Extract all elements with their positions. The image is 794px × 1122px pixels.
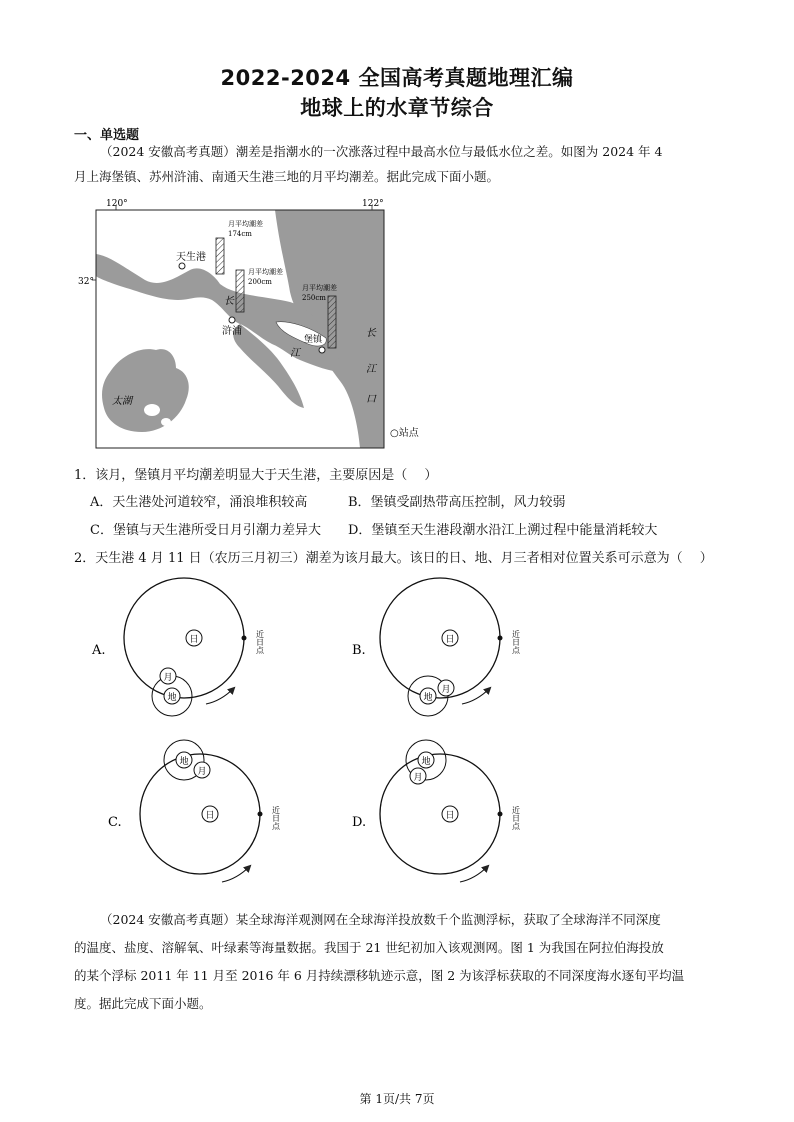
moon-d: 月 — [413, 773, 423, 783]
page-title: 2022-2024 全国高考真题地理汇编 — [220, 66, 574, 90]
q1-option-b: B．堡镇受副热带高压控制，风力较弱 — [348, 495, 566, 510]
tide-bar-baozhen — [328, 296, 336, 348]
lake-label: 太湖 — [112, 396, 132, 407]
river-label-1: 长 — [224, 296, 234, 307]
river-label-2: 江 — [290, 348, 300, 359]
intro2-line4: 度。据此完成下面小题。 — [74, 996, 212, 1011]
station-label-baozhen: 堡镇 — [304, 335, 323, 345]
river-mouth-label-3: 口 — [366, 394, 376, 405]
station-marker-tianshenggang — [179, 263, 185, 269]
bar-label-b1: 月平均潮差 — [248, 268, 283, 276]
perihelion-a: 近日点 — [255, 630, 265, 654]
moon-c: 月 — [197, 767, 207, 777]
perihelion-b: 近日点 — [511, 630, 521, 654]
moon-b: 月 — [441, 685, 451, 695]
diagram-c — [140, 740, 281, 882]
bar-label-c2: 250cm — [302, 294, 326, 302]
q1-option-a: A．天生港处河道较窄，涌浪堆积较高 — [90, 495, 308, 510]
option-label-d: D. — [352, 815, 367, 830]
diagram-b — [380, 578, 521, 716]
station-label-xupu: 浒浦 — [222, 326, 242, 337]
river-mouth-label-1: 长 — [366, 328, 376, 339]
intro2-line2: 的温度、盐度、溶解氧、叶绿素等海量数据。我国于 21 世纪初加入该观测网。图 1 为我国在阿拉伯海投放 — [74, 940, 664, 955]
sun-b: 日 — [445, 635, 455, 645]
page-footer: 第 1页/共 7页 — [359, 1092, 435, 1106]
tide-bar-xupu — [236, 270, 244, 312]
sun-a: 日 — [189, 635, 199, 645]
section-heading: 一、单选题 — [74, 128, 140, 143]
bar-label-c1: 月平均潮差 — [302, 284, 337, 292]
option-label-c: C. — [108, 815, 122, 830]
bar-label-b2: 200cm — [248, 278, 272, 286]
q1-option-d: D．堡镇至天生港段潮水沿江上溯过程中能量消耗较大 — [348, 523, 658, 538]
orbit-diagrams — [84, 578, 544, 896]
lon-right-label: 122° — [362, 199, 384, 209]
earth-c: 地 — [179, 757, 189, 767]
sun-d: 日 — [445, 811, 455, 821]
tide-bar-tianshenggang — [216, 238, 224, 274]
option-label-b: B. — [352, 643, 366, 658]
moon-a: 月 — [163, 673, 173, 683]
station-marker-baozhen — [319, 347, 325, 353]
station-marker-xupu — [229, 317, 235, 323]
earth-b: 地 — [423, 693, 433, 703]
diagram-a — [124, 578, 265, 716]
lon-left-label: 120° — [106, 199, 128, 209]
intro1-line1: （2024 安徽高考真题）潮差是指潮水的一次涨落过程中最高水位与最低水位之差。如图为 2024 年 4 — [100, 144, 663, 159]
option-label-a: A. — [92, 643, 106, 658]
perihelion-d: 近日点 — [511, 806, 521, 830]
page-subtitle: 地球上的水章节综合 — [300, 96, 494, 120]
q1-option-c: C．堡镇与天生港所受日月引潮力差异大 — [90, 523, 321, 538]
tide-map — [78, 196, 440, 452]
q2-stem: 2．天生港 4 月 11 日（农历三月初三）潮差为该月最大。该日的日、地、月三者相对位置关系可示意为（ ） — [74, 551, 713, 566]
intro2-line3: 的某个浮标 2011 年 11 月至 2016 年 6 月持续漂移轨迹示意，图 2 为该浮标获取的不同深度海水逐旬平均温 — [74, 968, 685, 983]
diagram-d — [380, 740, 521, 882]
intro1-line2: 月上海堡镇、苏州浒浦、南通天生港三地的月平均潮差。据此完成下面小题。 — [74, 169, 500, 184]
station-label-tianshenggang: 天生港 — [176, 252, 206, 263]
q1-stem: 1．该月，堡镇月平均潮差明显大于天生港，主要原因是（ ） — [74, 468, 438, 483]
bar-label-a2: 174cm — [228, 230, 252, 238]
earth-d: 地 — [421, 757, 431, 767]
river-mouth-label-2: 江 — [366, 364, 376, 375]
intro2-line1: （2024 安徽高考真题）某全球海洋观测网在全球海洋投放数千个监测浮标，获取了全球海洋不同深度 — [100, 912, 661, 927]
sun-c: 日 — [205, 811, 215, 821]
map-legend: ○站点 — [390, 428, 419, 439]
earth-a: 地 — [167, 693, 177, 703]
bar-label-a1: 月平均潮差 — [228, 220, 263, 228]
perihelion-c: 近日点 — [271, 806, 281, 830]
lat-left-label: 32° — [78, 277, 94, 287]
